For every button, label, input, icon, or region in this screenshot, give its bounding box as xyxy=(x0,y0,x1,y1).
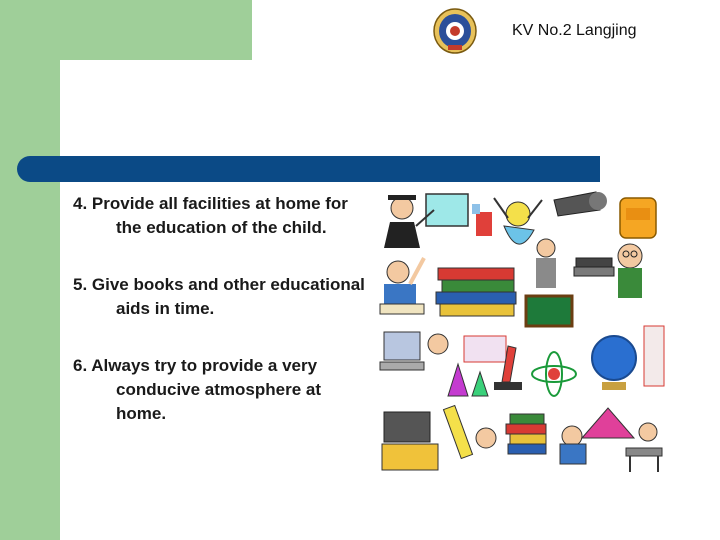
green-side-band xyxy=(0,0,60,540)
school-name: KV No.2 Langjing xyxy=(512,22,637,39)
tent-icon xyxy=(582,408,634,438)
doctor-icon xyxy=(536,239,556,288)
education-clipart-collage xyxy=(376,186,668,476)
list-item: 5. Give books and other educational aids in time. xyxy=(73,275,365,318)
student-cheering-icon xyxy=(494,198,542,244)
teacher-at-board-icon xyxy=(384,194,468,248)
title-divider-bar xyxy=(17,156,600,182)
computer-icon xyxy=(380,332,448,370)
school-emblem-icon xyxy=(432,7,478,55)
chalkboard-icon xyxy=(526,296,572,326)
atom-icon xyxy=(532,352,576,396)
book-stack-icon xyxy=(436,268,516,316)
list-item: 4. Provide all facilities at home for the education of the child. xyxy=(73,194,348,237)
scientist-icon xyxy=(472,204,492,236)
girl-with-glasses-icon xyxy=(618,244,642,298)
reading-child-icon xyxy=(560,426,586,464)
child-at-desk-icon xyxy=(626,423,662,472)
book-pile-icon-2 xyxy=(574,258,614,276)
school-bag-icon xyxy=(620,198,656,238)
instruction-list xyxy=(73,192,373,459)
boy-raising-hand-icon xyxy=(380,258,424,314)
list-item: 6. Always try to provide a very conducive atmosphere at home. xyxy=(73,356,322,423)
pencil-character-icon xyxy=(443,406,496,459)
instrument-icon xyxy=(554,192,607,216)
book-pile-icon-3 xyxy=(506,414,546,454)
students-at-desks-icon xyxy=(382,412,438,470)
globe-icon xyxy=(592,326,664,390)
